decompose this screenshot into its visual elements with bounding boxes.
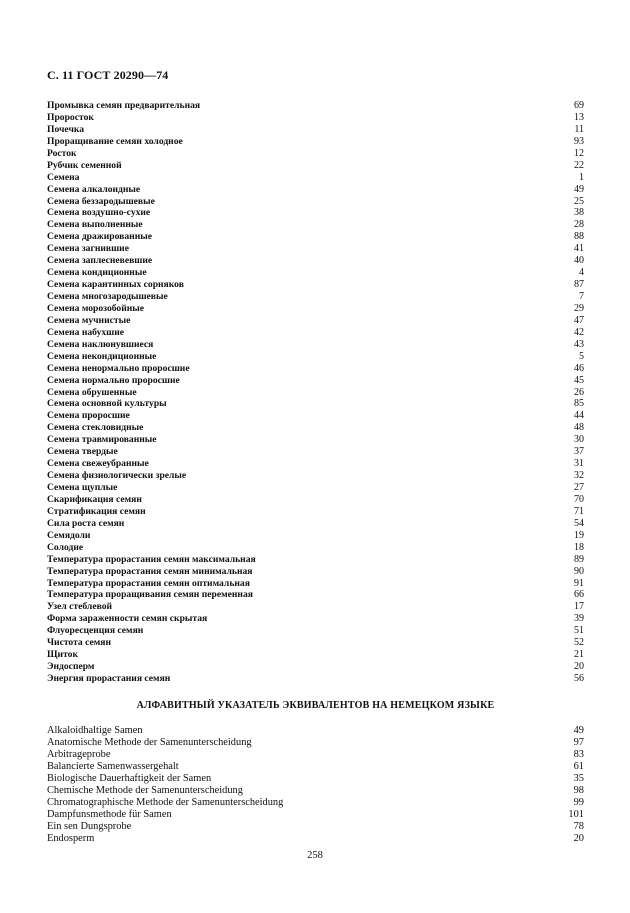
index-term: Ein sen Dungsprobe — [47, 821, 132, 832]
index-term: Семена обрушенные — [47, 386, 137, 398]
index-entry — [47, 279, 584, 291]
index-term: Семена ненормально проросшие — [47, 362, 190, 374]
index-entry — [47, 327, 584, 339]
index-term: Семена травмированные — [47, 434, 157, 446]
index-entry — [47, 184, 584, 196]
index-entry — [47, 494, 584, 506]
index-term: Семена — [47, 171, 80, 183]
index-page-number: 97 — [573, 737, 584, 748]
index-term: Флуоресценция семян — [47, 625, 144, 637]
index-term: Семена твердые — [47, 446, 118, 458]
index-entry — [47, 542, 584, 554]
index-entry — [47, 566, 584, 578]
index-term: Chemische Methode der Samenunterscheidung — [47, 785, 243, 796]
index-page-number: 28 — [574, 219, 584, 231]
index-page-number: 11 — [574, 123, 584, 135]
index-entry — [47, 530, 584, 542]
index-entry — [47, 673, 584, 685]
index-entry — [47, 458, 584, 470]
index-entry — [47, 773, 584, 785]
index-page-number: 7 — [579, 291, 584, 302]
index-page-number: 20 — [573, 833, 584, 844]
index-term: Эндосперм — [47, 661, 95, 673]
index-entry — [47, 578, 584, 590]
index-entry — [47, 196, 584, 208]
index-term: Семена мучнистые — [47, 314, 131, 326]
index-page-number: 22 — [574, 159, 584, 171]
index-entry — [47, 601, 584, 613]
index-term: Chromatographische Methode der Samenunterscheidung — [47, 797, 284, 808]
index-term: Сила роста семян — [47, 517, 125, 529]
index-page-number: 49 — [573, 725, 584, 736]
index-page-number: 99 — [573, 797, 584, 808]
index-term: Семена дражированные — [47, 231, 152, 243]
index-term: Семядоли — [47, 529, 91, 541]
page-header: С. 11 ГОСТ 20290—74 — [47, 68, 169, 82]
index-entry — [47, 470, 584, 482]
index-term: Промывка семян предварительная — [47, 100, 201, 111]
index-term: Семена карантинных сорняков — [47, 279, 184, 291]
index-page-number: 89 — [574, 553, 584, 565]
index-page-number: 43 — [574, 338, 584, 350]
index-page-number: 54 — [574, 517, 584, 529]
index-page-number: 32 — [574, 470, 584, 482]
index-term: Anatomische Methode der Samenunterscheidung — [47, 737, 252, 748]
index-page-number: 25 — [574, 195, 584, 207]
index-term: Семена основной культуры — [47, 398, 167, 410]
index-page-number: 101 — [568, 809, 584, 820]
index-entry — [47, 339, 584, 351]
index-page-number: 12 — [574, 147, 584, 159]
index-entry — [47, 303, 584, 315]
index-entry — [47, 219, 584, 231]
index-page-number: 45 — [574, 374, 584, 386]
russian-term-index — [47, 100, 584, 685]
index-page-number: 35 — [573, 773, 584, 784]
index-page-number: 26 — [574, 386, 584, 398]
index-entry — [47, 207, 584, 219]
index-entry — [47, 821, 584, 833]
index-page-number: 30 — [574, 434, 584, 446]
index-entry — [47, 637, 584, 649]
index-page-number: 5 — [579, 350, 584, 362]
index-page-number: 19 — [574, 529, 584, 541]
index-term: Семена нормально проросшие — [47, 374, 180, 386]
index-term: Семена выполненные — [47, 219, 143, 231]
page-number: 258 — [307, 850, 323, 861]
index-page-number: 41 — [574, 243, 584, 255]
index-term: Стратификация семян — [47, 505, 146, 517]
index-page-number: 69 — [574, 100, 584, 111]
index-page-number: 20 — [574, 661, 584, 673]
index-term: Росток — [47, 147, 77, 159]
index-term: Семена свежеубранные — [47, 458, 149, 470]
index-entry — [47, 749, 584, 761]
index-entry — [47, 315, 584, 327]
index-entry — [47, 160, 584, 172]
index-page-number: 44 — [574, 410, 584, 422]
index-entry — [47, 482, 584, 494]
index-entry — [47, 661, 584, 673]
index-entry — [47, 809, 584, 821]
index-entry — [47, 363, 584, 375]
index-page-number: 61 — [573, 761, 584, 772]
index-page-number: 70 — [574, 493, 584, 505]
index-term: Рубчик семенной — [47, 159, 122, 171]
index-entry — [47, 172, 584, 184]
index-term: Узел стеблевой — [47, 601, 113, 613]
index-term: Скарификация семян — [47, 493, 142, 505]
index-entry — [47, 506, 584, 518]
index-term: Проращивание семян холодное — [47, 135, 183, 147]
index-term: Семена кондиционные — [47, 267, 147, 279]
index-term: Температура прорастания семян максимальная — [47, 553, 256, 565]
index-page-number: 90 — [574, 565, 584, 577]
index-page-number: 13 — [574, 111, 584, 123]
index-page-number: 40 — [574, 255, 584, 267]
index-term: Проросток — [47, 111, 94, 123]
index-page-number: 4 — [579, 267, 584, 279]
index-term: Чистота семян — [47, 637, 111, 649]
index-entry — [47, 136, 584, 148]
index-entry — [47, 410, 584, 422]
index-entry — [47, 375, 584, 387]
index-page-number: 29 — [574, 302, 584, 314]
index-entry — [47, 351, 584, 363]
index-term: Семена воздушно-сухие — [47, 207, 151, 219]
index-term: Температура прорастания семян минимальная — [47, 565, 253, 577]
index-entry — [47, 649, 584, 661]
index-term: Форма зараженности семян скрытая — [47, 613, 208, 625]
index-page-number: 46 — [574, 362, 584, 374]
index-page-number: 37 — [574, 446, 584, 458]
index-term: Dampfunsmethode für Samen — [47, 809, 172, 820]
index-entry — [47, 148, 584, 160]
index-term: Endosperm — [47, 833, 95, 844]
index-page-number: 98 — [573, 785, 584, 796]
index-entry — [47, 267, 584, 279]
index-term: Семена морозобойные — [47, 302, 145, 314]
index-page-number: 91 — [574, 577, 584, 589]
index-entry — [47, 797, 584, 809]
index-term: Balancierte Samenwassergehalt — [47, 761, 179, 772]
index-page-number: 52 — [574, 637, 584, 649]
index-page-number: 1 — [579, 171, 584, 183]
index-term: Семена многозародышевые — [47, 291, 168, 302]
index-term: Семена алкалоидные — [47, 183, 141, 195]
index-entry — [47, 446, 584, 458]
index-term: Семена проросшие — [47, 410, 130, 422]
index-page-number: 47 — [574, 314, 584, 326]
index-term: Температура проращивания семян переменная — [47, 589, 253, 601]
index-entry — [47, 737, 584, 749]
index-entry — [47, 434, 584, 446]
index-entry — [47, 785, 584, 797]
index-page-number: 93 — [574, 135, 584, 147]
index-term: Семена заплесневевшие — [47, 255, 153, 267]
index-page-number: 71 — [574, 505, 584, 517]
index-entry — [47, 625, 584, 637]
index-term: Семена загнившие — [47, 243, 129, 255]
index-term: Щиток — [47, 649, 78, 661]
index-page-number: 56 — [574, 673, 584, 684]
index-term: Семена наклюнувшиеся — [47, 338, 154, 350]
index-entry — [47, 255, 584, 267]
index-page-number: 38 — [574, 207, 584, 219]
index-entry — [47, 422, 584, 434]
index-page-number: 83 — [573, 749, 584, 760]
index-page-number: 21 — [574, 649, 584, 661]
index-page-number: 51 — [574, 625, 584, 637]
index-entry — [47, 589, 584, 601]
index-page-number: 31 — [574, 458, 584, 470]
index-entry — [47, 124, 584, 136]
index-term: Biologische Dauerhaftigkeit der Samen — [47, 773, 212, 784]
index-entry — [47, 387, 584, 399]
index-page-number: 87 — [574, 279, 584, 291]
index-term: Почечка — [47, 123, 85, 135]
index-page-number: 27 — [574, 482, 584, 493]
index-entry — [47, 554, 584, 566]
index-term: Arbitrageprobe — [47, 749, 111, 760]
index-entry — [47, 761, 584, 773]
index-page-number: 39 — [574, 613, 584, 625]
index-entry — [47, 518, 584, 530]
index-page-number: 17 — [574, 601, 584, 613]
index-term: Солодие — [47, 541, 84, 553]
section-title: АЛФАВИТНЫЙ УКАЗАТЕЛЬ ЭКВИВАЛЕНТОВ НА НЕМЕЦКОМ ЯЗЫКЕ — [136, 700, 495, 711]
index-page-number: 48 — [574, 422, 584, 434]
index-entry — [47, 833, 584, 845]
index-term: Alkaloidhaltige Samen — [47, 725, 143, 736]
index-page-number: 88 — [574, 231, 584, 243]
index-page-number: 18 — [574, 541, 584, 553]
index-term: Семена беззародышевые — [47, 195, 155, 207]
index-entry — [47, 613, 584, 625]
index-entry — [47, 112, 584, 124]
index-term: Семена щуплые — [47, 482, 118, 493]
index-page-number: 85 — [574, 398, 584, 410]
index-term: Семена некондиционные — [47, 350, 157, 362]
index-term: Энергия прорастания семян — [47, 673, 171, 684]
index-term: Семена набухшие — [47, 326, 125, 338]
index-page-number: 49 — [574, 183, 584, 195]
index-term: Семена физиологически зрелые — [47, 470, 187, 482]
german-term-index — [47, 725, 584, 845]
index-entry — [47, 725, 584, 737]
index-page-number: 42 — [574, 326, 584, 338]
index-entry — [47, 231, 584, 243]
index-entry — [47, 243, 584, 255]
index-term: Семена стекловидные — [47, 422, 144, 434]
index-term: Температура прорастания семян оптимальная — [47, 577, 250, 589]
index-entry — [47, 100, 584, 112]
index-entry — [47, 398, 584, 410]
index-page-number: 66 — [574, 589, 584, 601]
index-page-number: 78 — [573, 821, 584, 832]
index-entry — [47, 291, 584, 303]
